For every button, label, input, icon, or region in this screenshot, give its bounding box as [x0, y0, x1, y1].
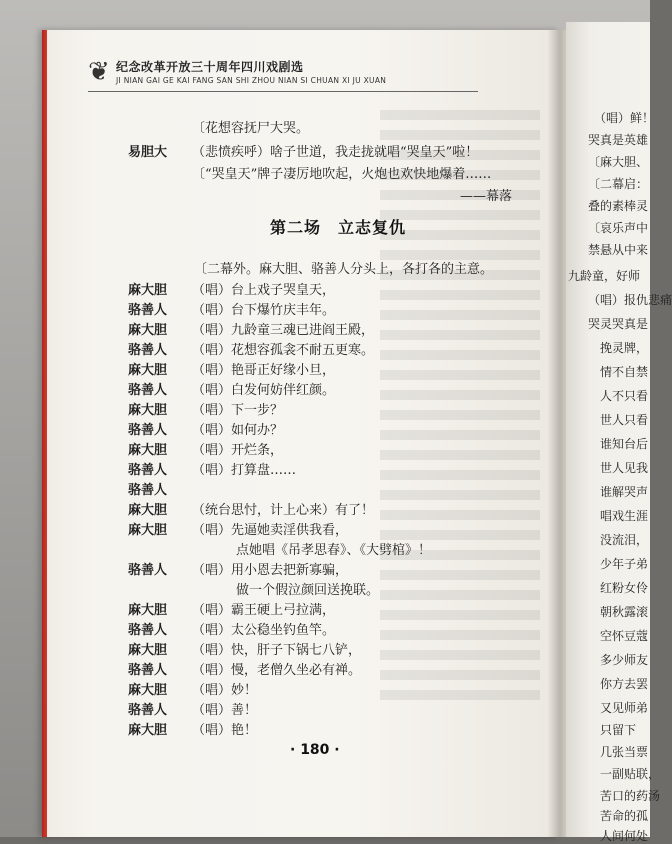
right-page-line: 苦口的药汤	[600, 789, 661, 803]
right-page-line: 唱戏生涯	[600, 509, 649, 523]
right-page-line: 世人见我	[600, 461, 649, 475]
speaker-name: 麻大胆	[128, 723, 168, 738]
dialogue-line: （唱）善！	[192, 703, 258, 718]
dialogue-line: （唱）快，肝子下锅七八铲，	[192, 643, 362, 658]
right-page-line: 〔麻大胆、	[588, 155, 649, 169]
right-page-line: 多少师友	[600, 653, 649, 667]
dialogue-line: （唱）用小恩去把新寡骗，	[192, 563, 349, 578]
speaker-name: 麻大胆	[128, 323, 168, 338]
right-page-line: 没流泪，	[600, 533, 649, 547]
speaker-name: 骆善人	[128, 303, 168, 318]
right-page-line: 九龄童，好师	[568, 269, 641, 283]
right-page-line: 谁知台后	[600, 437, 649, 451]
right-page	[566, 22, 672, 843]
right-page-line: 你方去罢	[600, 677, 649, 691]
speaker-name: 骆善人	[128, 703, 168, 718]
dialogue-line: （唱）太公稳坐钓鱼竿。	[192, 623, 336, 638]
right-page-line: 又见师弟	[600, 701, 649, 715]
dialogue-line: （唱）台下爆竹庆丰年。	[192, 303, 336, 318]
right-page-line: 人不只看	[600, 389, 649, 403]
dialogue-line: （唱）台上戏子哭皇天，	[192, 283, 336, 298]
speaker-name: 骆善人	[128, 483, 168, 498]
running-header-pinyin: JI NIAN GAI GE KAI FANG SAN SHI ZHOU NIAN SI CHUAN XI JU XUAN	[116, 76, 387, 85]
right-page-line: 叠的素棒灵	[588, 199, 649, 213]
dialogue-line: 点她唱《吊孝思春》、《大劈棺》！	[236, 543, 432, 558]
page-number: · 180 ·	[290, 742, 340, 758]
speaker-name: 骆善人	[128, 463, 168, 478]
dialogue-line: （悲愤疾呼）啥子世道，我走拢就唱“哭皇天”啦！	[192, 145, 479, 160]
right-page-line: 禁悬从中来	[588, 243, 649, 257]
dialogue-line: （唱）如何办？	[192, 423, 284, 438]
speaker-name: 麻大胆	[128, 363, 168, 378]
dialogue-line: （唱）霸王硬上弓拉满，	[192, 603, 336, 618]
dialogue-line: （唱）开烂条，	[192, 443, 284, 458]
speaker-name: 麻大胆	[128, 523, 168, 538]
right-page-line: 空怀豆蔻	[600, 629, 649, 643]
stage-direction: 〔二幕外。麻大胆、骆善人分头上，各打各的主意。	[194, 262, 494, 277]
speaker-name: 麻大胆	[128, 283, 168, 298]
speaker-name: 麻大胆	[128, 683, 168, 698]
right-page-line: 哭灵哭真是	[588, 317, 649, 331]
right-page-line: 哭真是英雄	[588, 133, 649, 147]
right-page-line: 挽灵牌，	[600, 341, 649, 355]
right-page-line: 几张当票	[600, 745, 649, 759]
speaker-name: 麻大胆	[128, 643, 168, 658]
scene-title: 第二场 立志复仇	[270, 218, 407, 237]
right-page-line: 红粉女伶	[600, 581, 649, 595]
dialogue-line: （唱）妙！	[192, 683, 258, 698]
dialogue-line: 做一个假泣颜回送挽联。	[236, 583, 380, 598]
dialogue-line: （唱）下一步？	[192, 403, 284, 418]
dialogue-line: （唱）花想容孤衾不耐五更寒。	[192, 343, 375, 358]
right-page-line: 苦命的孤	[600, 809, 649, 823]
page-red-edge	[42, 30, 47, 837]
speaker-name: 骆善人	[128, 383, 168, 398]
speaker-name: 麻大胆	[128, 603, 168, 618]
speaker-name: 骆善人	[128, 663, 168, 678]
dialogue-line: （唱）艳！	[192, 723, 258, 738]
dialogue-line: （唱）白发何妨伴红颜。	[192, 383, 336, 398]
stage-direction: 〔花想容抚尸大哭。	[192, 121, 310, 136]
curtain-note: ——幕落	[460, 189, 513, 204]
right-page-line: 朝秋露滚	[600, 605, 649, 619]
right-page-line: 〔哀乐声中	[588, 221, 649, 235]
speaker-name: 易胆大	[128, 145, 168, 160]
speaker-name: 骆善人	[128, 423, 168, 438]
right-page-line: 少年子弟	[600, 557, 649, 571]
dialogue-line: （统台思忖，计上心来）有了！	[192, 503, 375, 518]
speaker-name: 骆善人	[128, 343, 168, 358]
speaker-name: 骆善人	[128, 623, 168, 638]
dialogue-line: （唱）打算盘……	[192, 463, 297, 478]
speaker-name: 骆善人	[128, 563, 168, 578]
dialogue-line: （唱）艳哥正好缘小旦，	[192, 363, 336, 378]
header-ornament-icon: ❦	[88, 57, 110, 87]
header-rule	[88, 91, 478, 92]
right-page-line: （唱）报仇悲痛	[588, 293, 672, 307]
right-page-line: 只留下	[600, 723, 637, 737]
dialogue-line: （唱）九龄童三魂已进阎王殿，	[192, 323, 375, 338]
stage-direction: 〔“哭皇天”牌子凄厉地吹起，火炮也欢快地爆着……	[192, 167, 492, 182]
speaker-name: 麻大胆	[128, 403, 168, 418]
dialogue-line: （唱）先逼她卖淫供我看，	[192, 523, 349, 538]
right-page-line: 谁解哭声	[600, 485, 649, 499]
right-page-line: 人间何处	[600, 829, 649, 843]
running-header-title: 纪念改革开放三十周年四川戏剧选	[116, 60, 304, 74]
right-page-line: （唱）鲜！	[594, 111, 655, 125]
speaker-name: 麻大胆	[128, 443, 168, 458]
right-page-line: 〔二幕启：	[588, 177, 649, 191]
dialogue-line: （唱）慢，老僧久坐必有禅。	[192, 663, 362, 678]
right-page-line: 一副贴联，	[600, 767, 661, 781]
right-page-line: 世人只看	[600, 413, 649, 427]
speaker-name: 麻大胆	[128, 503, 168, 518]
right-page-line: 情不自禁	[600, 365, 649, 379]
